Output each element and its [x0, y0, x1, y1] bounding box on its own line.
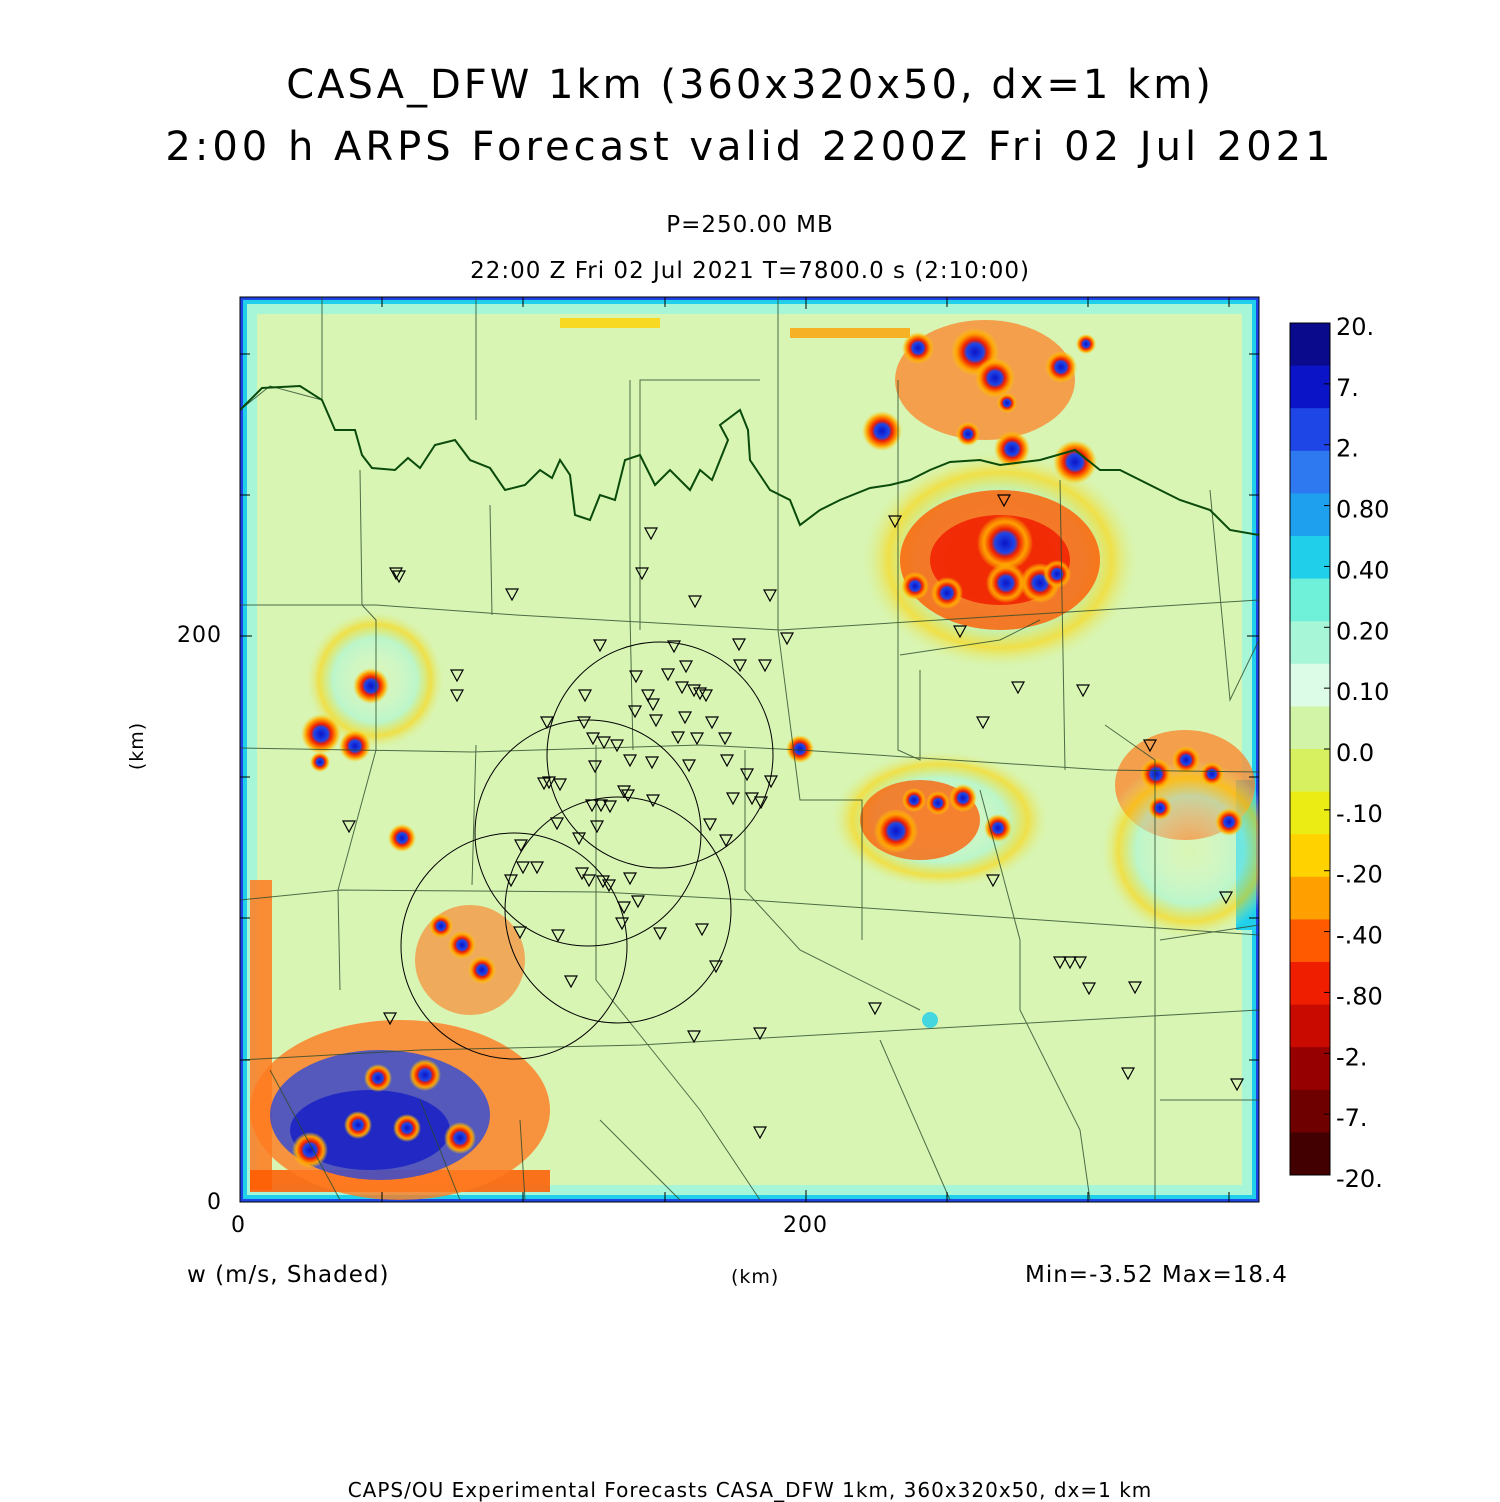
- colorbar-swatch: [1290, 664, 1330, 707]
- colorbar-label: 0.40: [1336, 556, 1390, 585]
- colorbar-label: -.80: [1336, 982, 1383, 1011]
- colorbar-swatch: [1290, 749, 1330, 792]
- colorbar-label: -7.: [1336, 1104, 1368, 1133]
- colorbar-swatch: [1290, 366, 1330, 409]
- y-tick-200: 200: [177, 623, 222, 648]
- colorbar-swatch: [1290, 451, 1330, 494]
- colorbar-label: -.10: [1336, 799, 1383, 828]
- x-tick-0: 0: [231, 1213, 246, 1238]
- field-variable-label: w (m/s, Shaded): [187, 1262, 390, 1288]
- colorbar-swatch: [1290, 1090, 1330, 1133]
- colorbar-swatch: [1290, 919, 1330, 962]
- colorbar-label: 0.80: [1336, 495, 1390, 524]
- colorbar-label: 7.: [1336, 373, 1359, 402]
- colorbar-swatch: [1290, 1005, 1330, 1048]
- colorbar-label: -.20: [1336, 860, 1383, 889]
- colorbar-label: -.40: [1336, 921, 1383, 950]
- colorbar-swatch: [1290, 877, 1330, 920]
- colorbar-swatch: [1290, 706, 1330, 749]
- colorbar-label: 0.10: [1336, 678, 1390, 707]
- valid-time-label: 22:00 Z Fri 02 Jul 2021 T=7800.0 s (2:10:00): [470, 258, 1030, 284]
- x-axis-label: (km): [731, 1266, 780, 1288]
- plot-title-line1: CASA_DFW 1km (360x320x50, dx=1 km): [286, 62, 1214, 108]
- colorbar-label: -20.: [1336, 1165, 1383, 1193]
- colorbar-swatch: [1290, 493, 1330, 536]
- y-axis-label: (km): [126, 721, 149, 771]
- colorbar: [1290, 313, 1389, 1193]
- footer-credit: CAPS/OU Experimental Forecasts CASA_DFW 1km, 360x320x50, dx=1 km: [347, 1478, 1153, 1502]
- plot-area: [240, 297, 1280, 1202]
- colorbar-label: 0.0: [1336, 739, 1375, 767]
- colorbar-swatch: [1290, 323, 1330, 366]
- plot-title-line2: 2:00 h ARPS Forecast valid 2200Z Fri 02 Jul 2021: [165, 124, 1335, 170]
- field-min-max-label: Min=-3.52 Max=18.4: [1025, 1262, 1288, 1288]
- colorbar-swatch: [1290, 792, 1330, 835]
- colorbar-label: 2.: [1336, 434, 1359, 463]
- pressure-level-label: P=250.00 MB: [666, 212, 834, 238]
- colorbar-swatch: [1290, 962, 1330, 1005]
- colorbar-swatch: [1290, 1132, 1330, 1175]
- colorbar-label: 20.: [1336, 313, 1375, 341]
- colorbar-swatch: [1290, 579, 1330, 622]
- x-tick-200: 200: [783, 1213, 828, 1238]
- colorbar-label: 0.20: [1336, 617, 1390, 646]
- colorbar-swatch: [1290, 536, 1330, 579]
- y-tick-0: 0: [207, 1190, 222, 1215]
- colorbar-label: -2.: [1336, 1043, 1368, 1072]
